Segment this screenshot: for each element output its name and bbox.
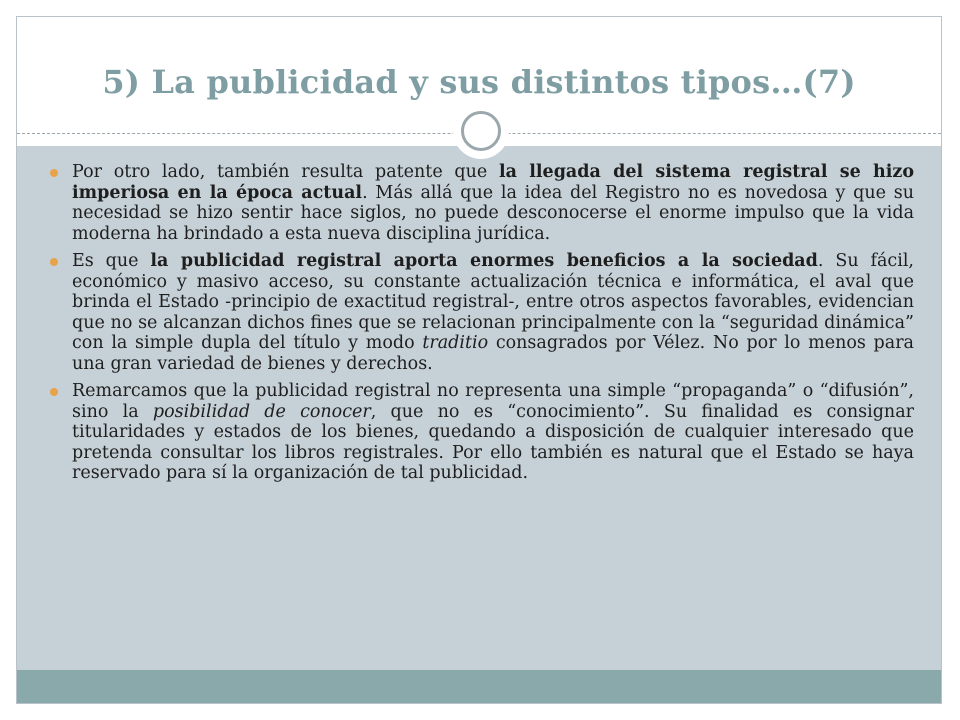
bullet-text-italic: traditio bbox=[422, 333, 489, 353]
bullet-text-bold: la publicidad registral aporta enormes beneficios a la sociedad bbox=[150, 251, 818, 271]
circle-ring-icon bbox=[453, 103, 509, 159]
bullet-text-seg: . Su fácil, económico y masivo acceso, su constante actualización técnica e informática, el aval que brinda el Estado -principio de exactitud registral-, entre otros aspectos favorables, evidencian que no se alcanzan dichos fines que se relacionan principalmente con la “seguridad dinámica” con la simple dupla del título y modo bbox=[72, 251, 914, 353]
bullet-dot-icon bbox=[50, 169, 58, 177]
bullet-list bbox=[50, 162, 914, 491]
slide-title: 5) La publicidad y sus distintos tipos…(7) bbox=[102, 63, 856, 101]
bottom-band bbox=[17, 670, 941, 703]
bullet-text-seg: . Más allá que la idea del Registro no es novedosa y que su necesidad se hizo sentir hace siglos, no puede desconocerse el enorme impulso que la vida moderna ha brindado a esta nueva disciplina jurídica. bbox=[72, 182, 914, 244]
bullet-text-seg: consagrados por Vélez. No por lo menos para una gran variedad de bienes y derechos. bbox=[72, 333, 914, 374]
bullet-text-bold: la llegada del sistema registral se hizo imperiosa en la época actual bbox=[72, 162, 914, 203]
bullet-text-seg: Por otro lado, también resulta patente que bbox=[72, 162, 499, 182]
bullet-text-seg: , que no es “conocimiento”. Su finalidad es consignar titularidades y estados de los bienes, quedando a disposición de cualquier interesado que pretenda consultar los libros registrales. Por ello también es natural que el Estado se haya reservado para sí la organización de tal publicidad. bbox=[72, 401, 914, 483]
bullet-text-seg: Es que bbox=[72, 251, 151, 271]
bullet-item-1 bbox=[50, 162, 914, 244]
bullet-item-3 bbox=[50, 381, 914, 484]
bullet-dot-icon bbox=[50, 388, 58, 396]
bullet-text-italic: posibilidad de conocer bbox=[152, 401, 371, 422]
bullet-dot-icon bbox=[50, 258, 58, 266]
bullet-item-2 bbox=[50, 251, 914, 374]
bullet-text-seg: Remarcamos que la publicidad registral no representa una simple “propaganda” o “difusión”, sino la bbox=[72, 381, 914, 422]
